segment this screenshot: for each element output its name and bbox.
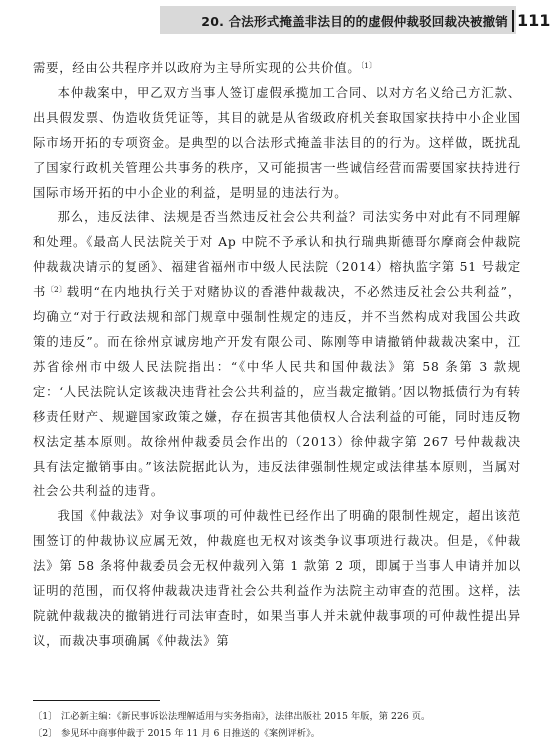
paragraph-2	[33, 81, 521, 206]
footnote-divider	[33, 700, 160, 701]
footnote-text: 参见环中商事仲裁于 2015 年 11 月 6 日推送的《案例评析》。	[61, 728, 321, 739]
paragraph-text: 需要，经由公共程序并以政府为主导所实现的公共价值。	[33, 61, 361, 75]
header-separator	[512, 10, 514, 32]
page-number: 111	[517, 11, 551, 30]
paragraph-1	[33, 56, 521, 81]
footnote-1	[33, 708, 523, 725]
paragraph-text: 本仲裁案中，甲乙双方当事人签订虚假承揽加工合同、以对方名义给己方汇款、出具假发票、伪造收货凭证等，其目的就是从省级政府机关套取国家扶持中小企业国际市场开拓的专项资金。是典型的以合法形式掩盖非法目的的行为。这样做，既扰乱了国家行政机关管理公共事务的秩序，又可能损害一些诚信经营而需要国家扶持进行国际市场开拓的中小企业的利益，是明显的违法行为。	[33, 85, 521, 200]
footnotes	[33, 708, 523, 742]
footnote-text: 江必新主编：《新民事诉讼法理解适用与实务指南》，法律出版社 2015 年版，第 226 页。	[61, 711, 431, 722]
footnote-ref-1: 〔1〕	[360, 61, 377, 70]
paragraph-4	[33, 504, 521, 653]
paragraph-3	[33, 205, 521, 504]
footnote-number: 〔2〕	[33, 728, 58, 739]
paragraph-text: 我国《仲裁法》对争议事项的可仲裁性已经作出了明确的限制性规定，超出该范围签订的仲裁协议应属无效，仲裁庭也无权对该类争议事项进行裁决。但是，《仲裁法》第 58 条将仲裁委员会无权仲裁列入第 1 款第 2 项，即属于当事人申请并加以证明的范围，而仅将仲裁裁决违背社会公共利益作为法院主动审查的范围。这样，法院就仲裁裁决的撤销进行司法审查时，如果当事人并未就仲裁事项的可仲裁性提出异议，而裁决事项确属《仲裁法》第	[33, 509, 521, 648]
body-text	[33, 56, 521, 654]
chapter-title: 20. 合法形式掩盖非法目的的虚假仲裁驳回裁决被撤销	[201, 14, 508, 29]
running-header	[0, 6, 558, 34]
footnote-2	[33, 725, 523, 742]
paragraph-text-continued: 载明“在内地执行关于对赌协议的香港仲裁裁决，不必然违反社会公共利益”，均确立“对于行政法规和部门规章中强制性规定的违反，并不当然构成对我国公共政策的违反”。而在徐州京诚房地产开发有限公司、陈刚等申请撤销仲裁裁决案中，江苏省徐州市中级人民法院指出：“《中华人民共和国仲裁法》第 58 条第 3 款规定：‘人民法院认定该裁决违背社会公共利益的，应当裁定撤销。’因以物抵债行为有转移责任财产、规避国家政策之嫌，存在损害其他债权人合法利益的可能，同时违反物权法定基本原则。故徐州仲裁委员会作出的（2013）徐仲裁字第 267 号仲裁裁决具有法定撤销事由。”该法院据此认为，违反法律强制性规定或法律基本原则，当属对社会公共利益的违背。	[33, 285, 521, 499]
footnote-ref-2: 〔2〕	[46, 285, 67, 295]
footnote-number: 〔1〕	[33, 711, 58, 722]
paragraph-text: 那么，违反法律、法规是否当然违反社会公共利益？司法实务中对此有不同理解和处理。《最高人民法院关于对 Ap 中院不予承认和执行瑞典斯德哥尔摩商会仲裁院仲裁裁决请示的复函》、福建省福州市中级人民法院（2014）榕执监字第 51 号裁定书	[33, 210, 521, 300]
